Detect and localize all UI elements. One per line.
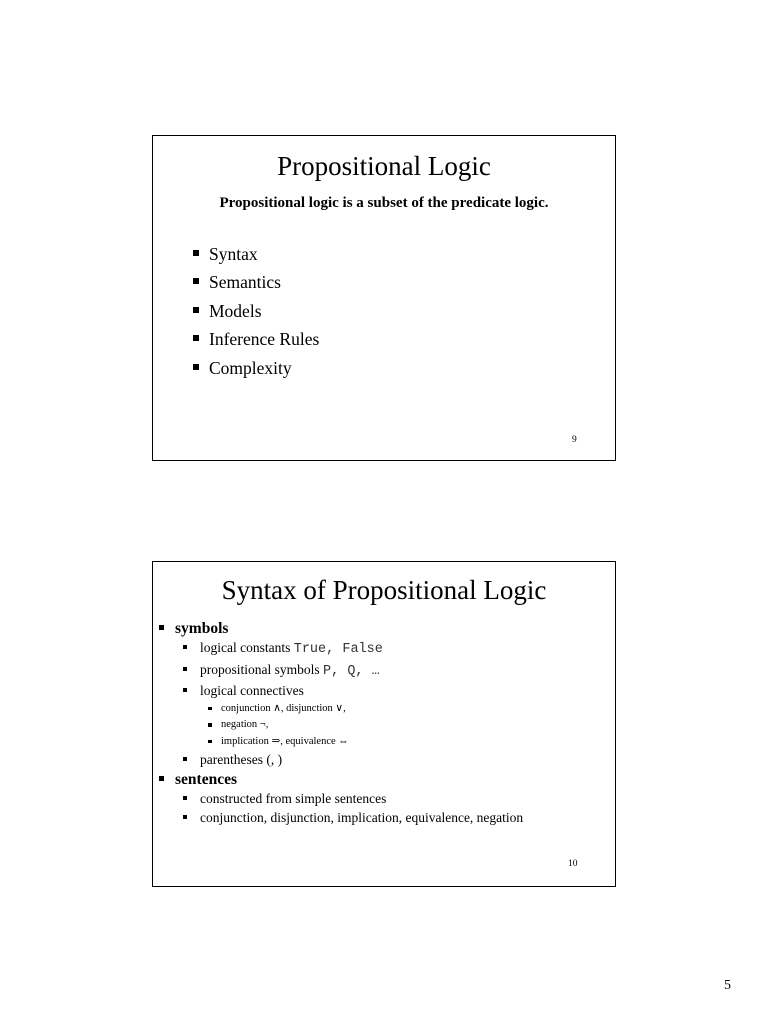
square-bullet-icon — [159, 625, 164, 630]
list-item-text: Complexity — [209, 357, 292, 378]
list-item-text: logical connectives — [200, 683, 304, 698]
list-item — [206, 734, 523, 751]
list-item-text: Semantics — [209, 272, 281, 293]
square-bullet-icon — [208, 723, 212, 727]
slide-propositional-logic — [152, 135, 616, 461]
section-heading: symbols — [175, 620, 229, 637]
list-item-text: logical constants — [200, 640, 294, 655]
list-item — [181, 638, 523, 660]
square-bullet-icon — [193, 278, 199, 284]
list-item-text: negation ¬, — [221, 719, 269, 730]
list-item-text: Inference Rules — [209, 329, 320, 350]
list-item — [181, 789, 523, 809]
square-bullet-icon — [183, 645, 187, 649]
list-item — [193, 297, 319, 325]
list-item-text: Syntax — [209, 244, 258, 264]
section-heading: sentences — [175, 770, 237, 788]
list-item — [206, 701, 523, 718]
list-item-text: conjunction, disjunction, implication, equivalence, negation — [200, 810, 524, 825]
page-number: 5 — [724, 978, 731, 993]
syntax-outline — [159, 619, 523, 828]
list-item-text: constructed from simple sentences — [200, 790, 387, 806]
list-item — [193, 354, 319, 382]
square-bullet-icon — [183, 688, 187, 692]
symbols-section — [159, 619, 523, 770]
square-bullet-icon — [183, 796, 187, 800]
square-bullet-icon — [193, 364, 199, 370]
square-bullet-icon — [183, 815, 187, 819]
slide-number: 10 — [568, 859, 578, 869]
square-bullet-icon — [193, 335, 199, 341]
topic-list — [193, 240, 319, 382]
list-item — [181, 660, 523, 682]
slide-number: 9 — [572, 435, 577, 445]
square-bullet-icon — [183, 667, 187, 671]
slide-title: Propositional Logic — [277, 151, 491, 181]
list-item-text: conjunction ∧, disjunction ∨, — [221, 702, 346, 714]
connectives-list — [200, 701, 523, 751]
slide-title: Syntax of Propositional Logic — [221, 575, 547, 605]
code-text: P, Q, … — [323, 663, 380, 679]
list-item — [181, 808, 523, 828]
list-item — [206, 717, 523, 734]
list-item-text: implication ⇒, equivalence ⇔ — [221, 735, 349, 747]
list-item — [181, 750, 523, 770]
symbols-list — [175, 638, 523, 770]
square-bullet-icon — [193, 250, 199, 256]
square-bullet-icon — [208, 707, 212, 711]
square-bullet-icon — [193, 307, 199, 313]
list-item — [193, 325, 319, 353]
list-item-text: parentheses (, ) — [200, 752, 283, 767]
code-text: True, False — [293, 642, 383, 657]
square-bullet-icon — [183, 757, 187, 761]
sentences-section — [159, 770, 523, 828]
list-item-text: Models — [209, 300, 262, 321]
square-bullet-icon — [208, 740, 212, 744]
square-bullet-icon — [159, 776, 164, 781]
list-item — [181, 681, 523, 750]
slide-syntax-of-propositional-logic — [152, 561, 616, 887]
list-item — [193, 268, 319, 296]
sentences-list — [175, 789, 523, 828]
slide-subtitle: Propositional logic is a subset of the predicate logic. — [219, 195, 549, 211]
list-item-text: propositional symbols — [200, 661, 324, 677]
list-item — [193, 240, 319, 268]
